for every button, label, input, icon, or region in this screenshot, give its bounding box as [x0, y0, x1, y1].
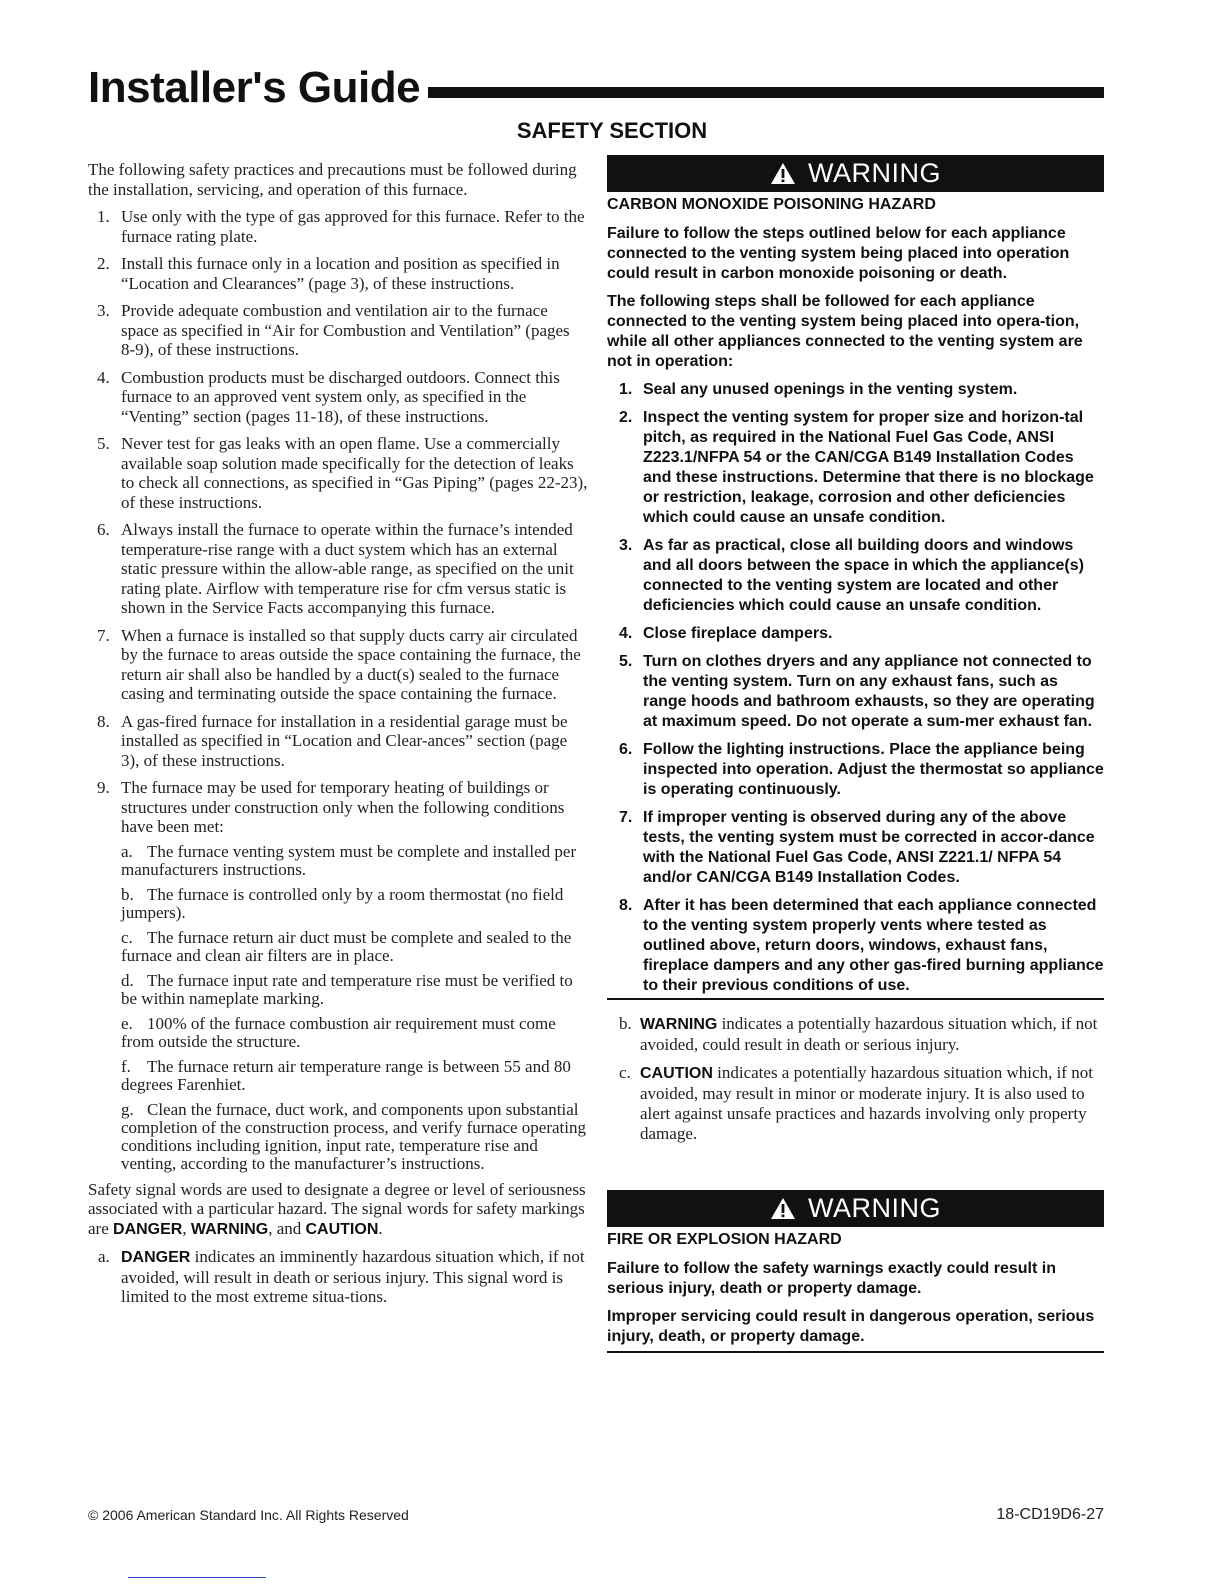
warning-step	[607, 624, 1104, 644]
item-number: 9.	[97, 778, 110, 797]
left-column	[88, 160, 588, 1307]
signal-word-caution: CAUTION	[305, 1220, 379, 1238]
warning-triangle-icon	[770, 162, 796, 185]
item-number: 3.	[97, 301, 110, 320]
def-letter: b.	[619, 1014, 632, 1033]
item-text: A gas-fired furnace for installation in a residential garage must be installed as specified in “Location and Clear-ances” section (page 3), of these instructions.	[121, 711, 568, 770]
step-text: After it has been determined that each appliance connected to the venting system properly vents where tested as outlined above, return doors, windows, exhaust fans, fireplace dampers and any other gas-fired burning appliance to their previous conditions of use.	[643, 897, 1104, 994]
sub-item-letter: f.	[121, 1056, 131, 1076]
signal-words-text: Safety signal words are used to designate a degree or level of seriousness associated with a particular hazard. The signal words for safety markings are	[88, 1179, 586, 1238]
step-text: Follow the lighting instructions. Place the appliance being inspected into operation. Adjust the thermostat so appliance is operating continuously.	[643, 741, 1104, 798]
item-text: Always install the furnace to operate within the furnace’s intended temperature-rise range with a duct system which has an external static pressure within the allow-able range, as specified on the unit rating plate. Airflow with temperature rise for cfm versus static is shown in the Service Facts accompanying this furnace.	[121, 520, 574, 617]
step-number: 7.	[619, 809, 633, 826]
definition-caution	[607, 1063, 1104, 1144]
sub-list-item	[88, 972, 588, 1008]
sub-list-item	[88, 1101, 588, 1173]
item-number: 2.	[97, 254, 110, 273]
step-text: As far as practical, close all building doors and windows and all doors between the space in which the appliance(s) connected to the venting system are located and other deficiencies which could cause an unsafe condition.	[643, 537, 1084, 614]
def-letter: a.	[98, 1247, 110, 1266]
sub-item-text: The furnace return air duct must be complete and sealed to the furnace and clean air filters are in place.	[121, 927, 572, 965]
sub-item-letter: g.	[121, 1099, 134, 1119]
item-text: Install this furnace only in a location and position as specified in “Location and Clearances” (page 3), of these instructions.	[121, 254, 560, 293]
signal-words-paragraph	[88, 1180, 588, 1240]
item-text: When a furnace is installed so that supply ducts carry air circulated by the furnace to areas outside the space containing the furnace, the return air shall also be handled by a duct(s) sealed to the furnace casing and terminating outside the space containing the furnace.	[121, 625, 581, 703]
def-text: indicates a potentially hazardous situation which, if not avoided, may result in minor or moderate injury. It is also used to alert against unsafe practices and hazards involving only property damage.	[640, 1063, 1093, 1143]
item-text: Provide adequate combustion and ventilation air to the furnace space as specified in “Air for Combustion and Ventilation” (pages 8-9), of these instructions.	[121, 301, 570, 359]
def-word: WARNING	[640, 1016, 718, 1033]
warning-banner	[607, 155, 1104, 192]
definition-danger	[88, 1247, 588, 1307]
sub-list-item	[88, 843, 588, 879]
sub-list-item	[88, 1058, 588, 1094]
hazard-title: FIRE OR EXPLOSION HAZARD	[607, 1231, 842, 1248]
list-item	[88, 778, 588, 837]
step-number: 6.	[619, 741, 633, 758]
step-text: Close fireplace dampers.	[643, 625, 833, 642]
warning-paragraph: Improper servicing could result in dangerous operation, serious injury, death, or property damage.	[607, 1308, 1095, 1345]
signal-separator: , and	[268, 1218, 302, 1238]
warning-label: WARNING	[808, 1193, 941, 1223]
warning-step	[607, 740, 1104, 800]
bottom-link-underline	[128, 1577, 266, 1578]
warning-label: WARNING	[808, 158, 941, 188]
step-text: Turn on clothes dryers and any appliance not connected to the venting system. Turn on any exhaust fans, such as range hoods and bathroom exhausts, so they are operating at maximum speed. Do not operate a sum-mer exhaust fan.	[643, 653, 1095, 730]
sub-item-text: The furnace venting system must be complete and installed per manufacturers instructions.	[121, 841, 577, 879]
sub-item-letter: e.	[121, 1013, 133, 1033]
signal-word-warning: WARNING	[190, 1220, 269, 1238]
step-number: 4.	[619, 625, 633, 642]
list-item	[88, 712, 588, 771]
list-item	[88, 434, 588, 512]
item-text: Combustion products must be discharged outdoors. Connect this furnace to an approved vent system only, as specified in the “Venting” section (pages 11-18), of these instructions.	[121, 367, 560, 426]
warning-step	[607, 652, 1104, 732]
sub-list-item	[88, 886, 588, 922]
item-number: 8.	[97, 711, 110, 731]
list-item	[88, 301, 588, 360]
warning-step	[607, 408, 1104, 528]
warning-paragraph: The following steps shall be followed for each appliance connected to the venting system being placed into opera-tion, while all other appliances connected to the venting system are not in operation:	[607, 293, 1083, 370]
warning-triangle-icon	[770, 1197, 796, 1220]
item-text: The furnace may be used for temporary heating of buildings or structures under construction only when the following conditions have been met:	[121, 778, 565, 836]
sub-item-text: The furnace input rate and temperature rise must be verified to be within nameplate marking.	[121, 970, 573, 1008]
sub-item-letter: b.	[121, 884, 134, 904]
step-number: 3.	[619, 537, 633, 554]
signal-word-danger: DANGER	[113, 1220, 183, 1238]
sub-item-letter: a.	[121, 841, 133, 861]
definition-warning	[607, 1014, 1104, 1055]
step-number: 1.	[619, 381, 633, 398]
step-number: 5.	[619, 653, 633, 670]
footer-copyright: © 2006 American Standard Inc. All Rights Reserved	[88, 1507, 409, 1523]
hazard-title: CARBON MONOXIDE POISONING HAZARD	[607, 196, 936, 213]
warning-paragraph: Failure to follow the steps outlined below for each appliance connected to the venting system being placed into operation could result in carbon monoxide poisoning or death.	[607, 225, 1070, 282]
item-number: 7.	[97, 625, 110, 645]
step-text: If improper venting is observed during any of the above tests, the venting system must be corrected in accor-dance with the National Fuel Gas Code, ANSI Z221.1/ NFPA 54 and/or CAN/CGA B149 Installation Codes.	[643, 809, 1095, 886]
step-text: Inspect the venting system for proper size and horizon-tal pitch, as required in the National Fuel Gas Code, ANSI Z223.1/NFPA 54 or the CAN/CGA B149 Installation Codes and these instructions. Determine that there is no blockage or restriction, leakage, corrosion and other deficiencies which could cause an unsafe condition.	[643, 409, 1094, 526]
sub-item-letter: d.	[121, 970, 134, 990]
item-text: Never test for gas leaks with an open flame. Use a commercially available soap solution made specifically for the detection of leaks to check all connections, as specified in “Gas Piping” (pages 22-23), of these instructions.	[121, 434, 588, 512]
def-text: indicates an imminently hazardous situation which, if not avoided, will result in death or serious injury. This signal word is limited to the most extreme situa-tions.	[121, 1247, 585, 1306]
right-column	[607, 155, 1104, 1353]
warning-paragraph: Failure to follow the safety warnings exactly could result in serious injury, death or property damage.	[607, 1260, 1056, 1297]
title-rule	[428, 87, 1104, 98]
sub-item-text: The furnace is controlled only by a room thermostat (no field jumpers).	[121, 884, 564, 922]
list-item	[88, 626, 588, 704]
sub-item-text: The furnace return air temperature range is between 55 and 80 degrees Farenhiet.	[121, 1056, 571, 1094]
def-letter: c.	[619, 1063, 631, 1082]
def-text: indicates a potentially hazardous situation which, if not avoided, could result in death or serious injury.	[640, 1014, 1098, 1054]
page-title: Installer's Guide	[88, 63, 421, 112]
signal-period: .	[378, 1218, 383, 1238]
item-number: 1.	[97, 207, 110, 226]
signal-separator: ,	[182, 1218, 187, 1238]
sub-list-item	[88, 1015, 588, 1051]
list-item	[88, 207, 588, 246]
list-item	[88, 368, 588, 427]
item-text: Use only with the type of gas approved for this furnace. Refer to the furnace rating plate.	[121, 207, 585, 246]
footer-doc-number: 18-CD19D6-27	[996, 1506, 1104, 1523]
warning-step	[607, 896, 1104, 996]
item-number: 6.	[97, 520, 110, 539]
step-text: Seal any unused openings in the venting system.	[643, 381, 1018, 398]
intro-paragraph: The following safety practices and precautions must be followed during the installation, servicing, and operation of this furnace.	[88, 160, 577, 199]
warning-step	[607, 536, 1104, 616]
warning-bottom-rule	[607, 1351, 1104, 1353]
warning-step	[607, 808, 1104, 888]
section-title: SAFETY SECTION	[516, 118, 708, 143]
item-number: 5.	[97, 434, 110, 453]
sub-list-item	[88, 929, 588, 965]
warning-banner	[607, 1190, 1104, 1227]
list-item	[88, 254, 588, 293]
step-number: 2.	[619, 409, 633, 426]
def-word: DANGER	[121, 1249, 191, 1266]
sub-item-letter: c.	[121, 927, 133, 947]
def-word: CAUTION	[640, 1065, 713, 1082]
sub-item-text: 100% of the furnace combustion air requirement must come from outside the structure.	[121, 1013, 556, 1051]
step-number: 8.	[619, 897, 633, 914]
warning-step	[607, 380, 1104, 400]
sub-item-text: Clean the furnace, duct work, and components upon substantial completion of the construction process, and verify furnace operating conditions including ignition, input rate, temperature rise and venting, according to the manufacturer’s instructions.	[121, 1099, 586, 1173]
list-item	[88, 520, 588, 618]
item-number: 4.	[97, 367, 110, 387]
